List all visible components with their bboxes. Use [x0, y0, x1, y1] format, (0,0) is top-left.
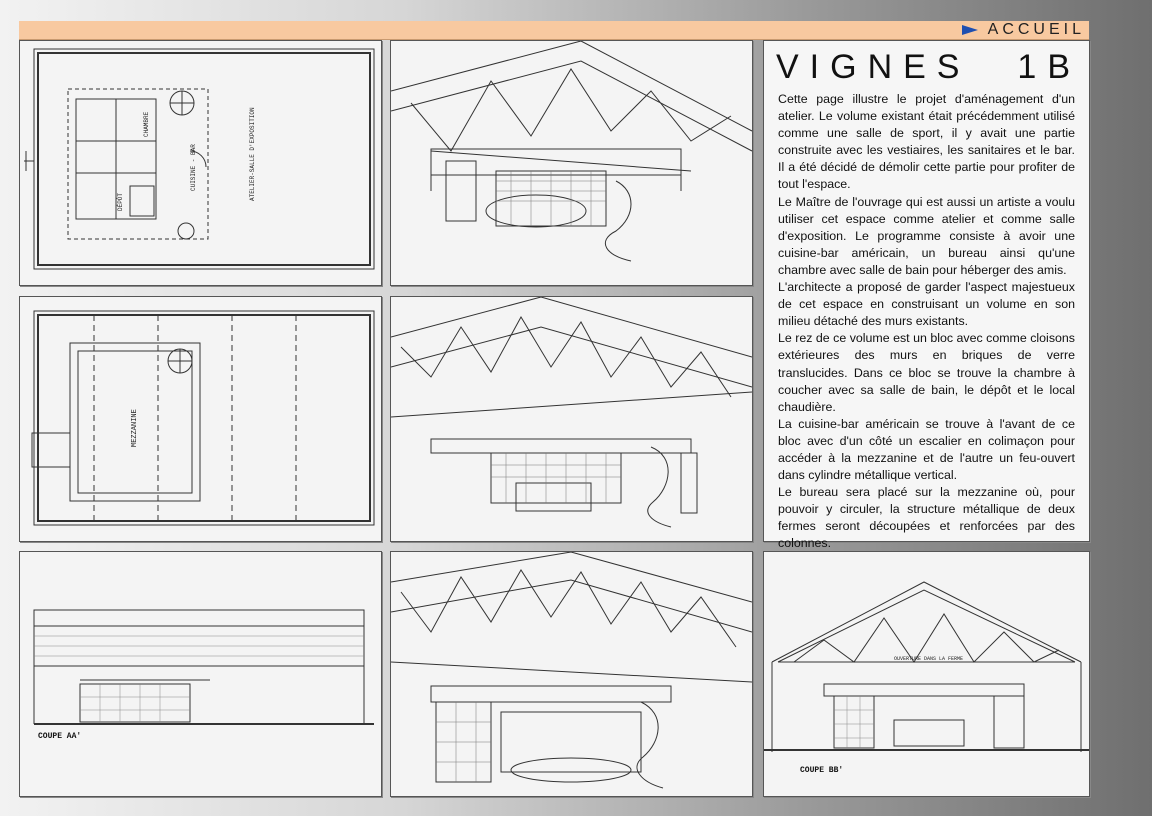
- section-aa-drawing: [20, 552, 381, 796]
- perspective-3-drawing: [391, 552, 752, 796]
- project-description: [778, 91, 1075, 553]
- ground-plan-sub3: DÉPÔT: [117, 192, 124, 211]
- description-paragraph: L'architecte a proposé de garder l'aspect majestueux de cet espace en construisant un volume en son milieu détaché des murs existants.: [778, 280, 1075, 329]
- ground-plan-drawing: [20, 41, 381, 285]
- header-bar: [19, 21, 1089, 40]
- perspective-1-drawing: [391, 41, 752, 285]
- project-title-left: VIGNES: [776, 47, 971, 86]
- plan-ground-floor: [19, 40, 382, 286]
- ground-plan-sub1: CUISINE - BAR: [190, 144, 197, 191]
- perspective-2-drawing: [391, 297, 752, 541]
- accueil-link[interactable]: [962, 21, 1085, 39]
- description-paragraph: La cuisine-bar américain se trouve à l'avant de ce bloc avec d'un côté un escalier en colimaçon pour accéder à la mezzanine et de l'autre un feu-ouvert dans cylindre métallique vertical.: [778, 416, 1075, 483]
- project-title-right: 1B: [1017, 47, 1081, 86]
- arrow-right-icon: [962, 25, 978, 35]
- description-paragraph: Le bureau sera placé sur la mezzanine où, pour pouvoir y circuler, la structure métallique de deux fermes seront découpées et renforcées par des colonnes.: [778, 485, 1075, 551]
- section-bb-label: COUPE BB': [800, 766, 844, 775]
- mezzanine-label: MEZZANINE: [131, 409, 139, 447]
- perspective-view-2: [390, 296, 753, 542]
- ground-plan-sub2: CHAMBRE: [143, 111, 150, 137]
- ground-plan-label: ATELIER-SALLE D'EXPOSITION: [249, 107, 256, 201]
- perspective-view-1: [390, 40, 753, 286]
- description-paragraph: Cette page illustre le projet d'aménagement d'un atelier. Le volume existant était précédemment utilisé comme une salle de sport, il y avait une partie construite avec les vestiaires, les sanitaires et le bar. Il a été décidé de démolir cette partie pour profiter de tout l'espace.: [778, 92, 1075, 192]
- description-panel: [763, 40, 1090, 551]
- description-paragraph: Le Maître de l'ouvrage qui est aussi un artiste a voulu utiliser cet espace comme atelier et comme salle d'exposition. Le programme consiste à avoir une cuisine-bar américain, un bureau ainsi qu'une chambre avec salle de bain pour héberger des amis.: [778, 194, 1075, 277]
- section-aa-label: COUPE AA': [38, 732, 82, 741]
- project-title: [776, 47, 1081, 87]
- accueil-label: ACCUEIL: [987, 21, 1085, 38]
- description-paragraph: Le rez de ce volume est un bloc avec comme cloisons extérieures des murs en briques de verre translucides. Dans ce bloc se trouve la chambre à coucher avec sa salle de bain, le dépôt et le local chaudière.: [778, 331, 1075, 414]
- section-aa: [19, 551, 382, 797]
- mezzanine-plan-drawing: [20, 297, 381, 541]
- perspective-view-3: [390, 551, 753, 797]
- section-bb-note: OUVERTURE DANS LA FERME: [894, 656, 964, 662]
- section-bb: [763, 551, 1090, 797]
- section-bb-drawing: [764, 552, 1089, 796]
- plan-mezzanine: [19, 296, 382, 542]
